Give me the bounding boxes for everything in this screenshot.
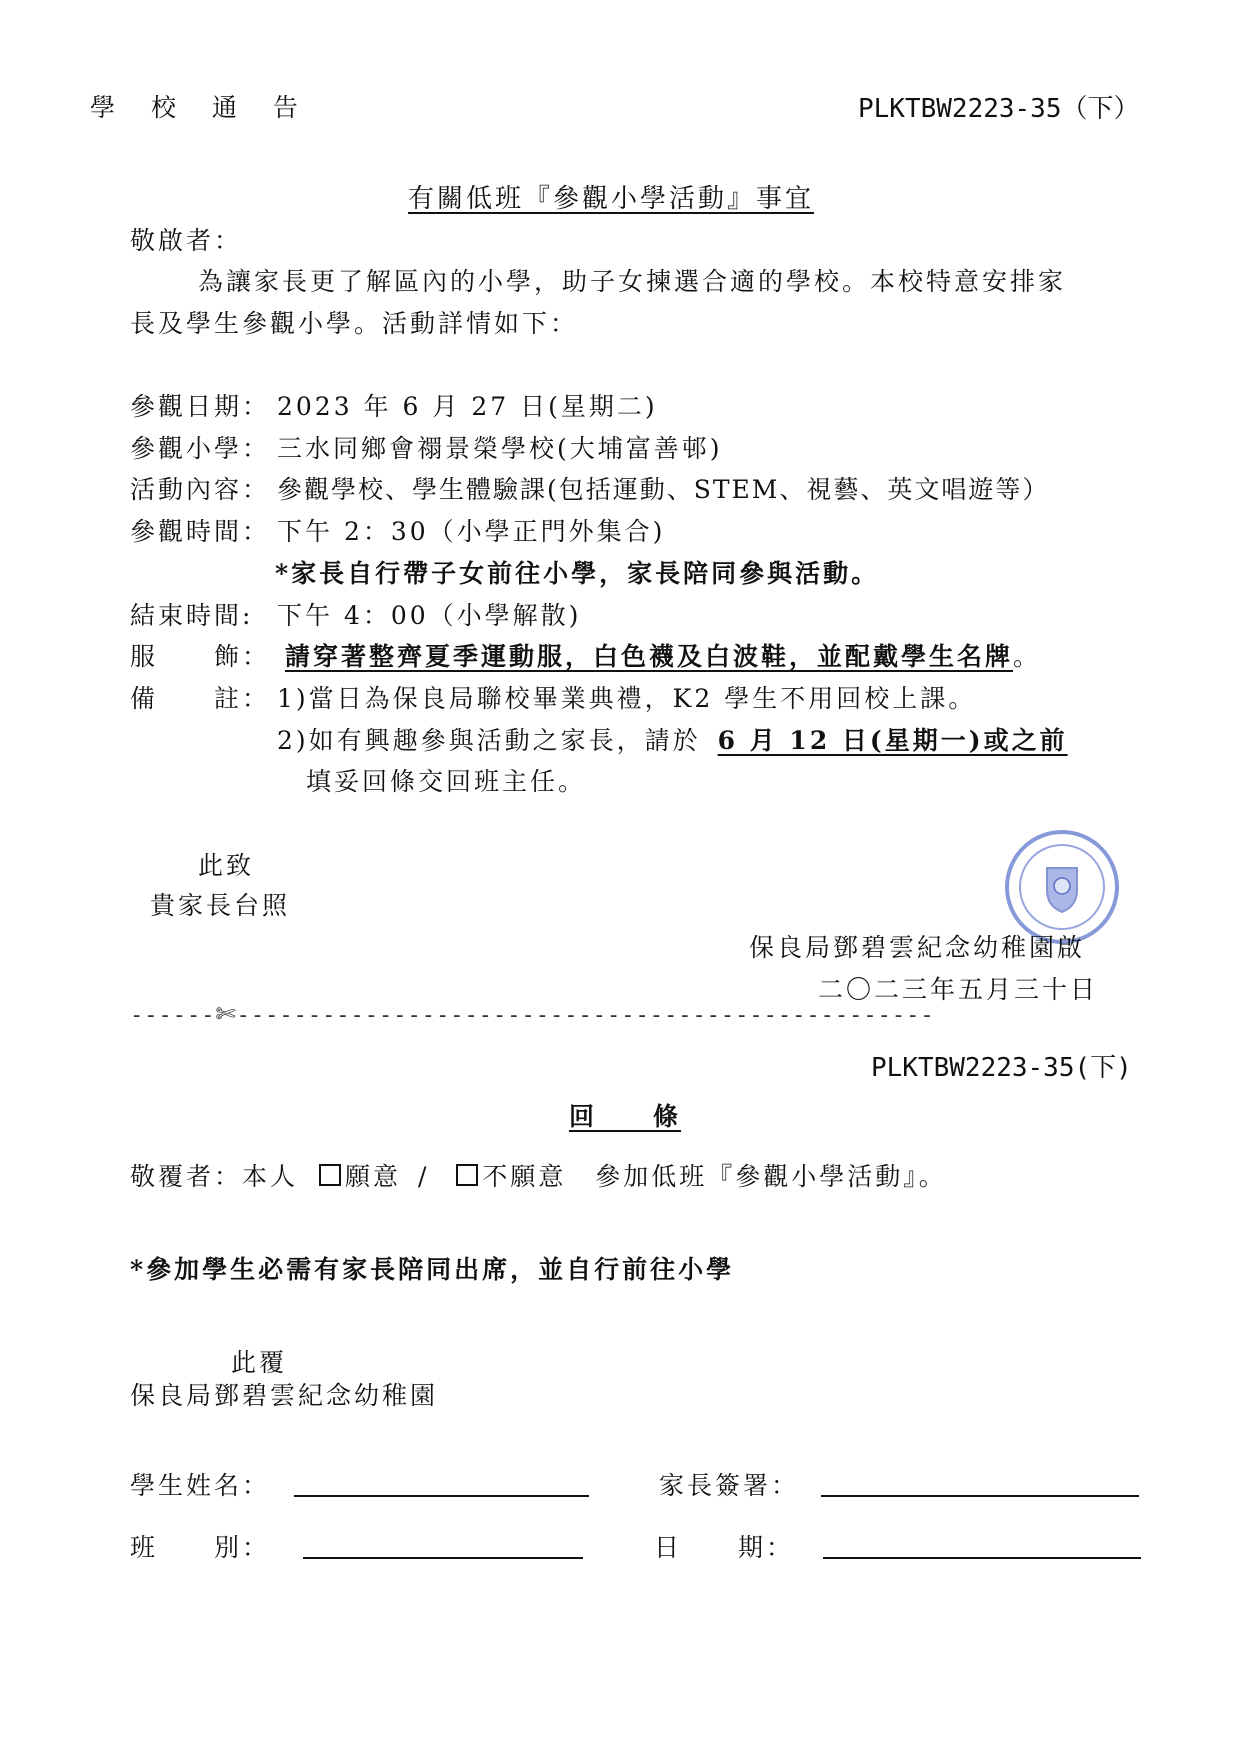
student-name-label: 學生姓名： [130, 1471, 271, 1500]
remark-2-continued: 填妥回條交回班主任。 [306, 767, 587, 796]
detail-time-value: 下午 2：30（小學正門外集合) [277, 517, 666, 546]
class-label: 班 別： [130, 1533, 271, 1562]
detail-date-value: 2023 年 6 月 27 日(星期二) [277, 392, 658, 421]
detail-attire-value: 請穿著整齊夏季運動服，白色襪及白波鞋，並配戴學生名牌 [285, 642, 1014, 671]
reply-deadline: 6 月 12 日(星期一)或之前 [717, 726, 1068, 755]
parent-accompany-note: *家長自行帶子女前往小學，家長陪同參與活動。 [275, 559, 880, 588]
notice-title: 有關低班『參觀小學活動』事宜 [408, 184, 815, 214]
signoff-organisation: 保良局鄧碧雲紀念幼稚園啟 [749, 933, 1086, 962]
scissors-icon: ✄ [215, 1000, 237, 1028]
willing-checkbox[interactable] [319, 1164, 341, 1186]
willing-label: 願意 [344, 1162, 401, 1191]
salutation: 敬啟者： [130, 226, 243, 255]
option-separator: / [417, 1162, 430, 1191]
remark-1: 1)當日為保良局聯校畢業典禮，K2 學生不用回校上課。 [277, 684, 977, 713]
intro-line-2: 長及學生參觀小學。活動詳情如下： [130, 309, 579, 338]
detail-date-label: 參觀日期： [130, 392, 271, 421]
detail-end-value: 下午 4：00（小學解散) [277, 601, 582, 630]
detail-content-value: 參觀學校、學生體驗課(包括運動、STEM、視藝、英文唱遊等） [277, 475, 1050, 504]
reply-reference-number: PLKTBW2223-35(下) [871, 1053, 1132, 1083]
parent-signature-input[interactable] [821, 1495, 1139, 1497]
detail-end-label: 結束時間: [130, 601, 254, 630]
reference-number: PLKTBW2223-35（下） [858, 94, 1140, 124]
signoff-date: 二〇二三年五月三十日 [818, 975, 1099, 1004]
class-input[interactable] [303, 1557, 583, 1559]
notice-type-title: 學 校 通 告 [90, 93, 312, 122]
date-input[interactable] [823, 1557, 1141, 1559]
reply-statement [130, 1157, 947, 1193]
detail-time-label: 參觀時間： [130, 517, 271, 546]
reply-closing-school: 保良局鄧碧雲紀念幼稚園 [130, 1381, 439, 1410]
parent-signature-label: 家長簽署： [659, 1471, 800, 1500]
student-name-input[interactable] [294, 1495, 589, 1497]
reply-accompany-note: *參加學生必需有家長陪同出席，並自行前往小學 [130, 1255, 735, 1284]
detail-attire-end: 。 [1013, 642, 1042, 671]
intro-line-1: 為讓家長更了解區內的小學，助子女揀選合適的學校。本校特意安排家 [198, 267, 1067, 296]
date-label: 日 期： [654, 1533, 795, 1562]
closing-parents: 貴家長台照 [150, 891, 291, 920]
detail-school-value: 三水同鄉會禤景榮學校(大埔富善邨) [277, 434, 723, 463]
detail-attire-label: 服 飾： [130, 642, 271, 671]
cut-line-left: ------ [130, 1003, 216, 1028]
reply-suffix: 參加低班『參觀小學活動』。 [595, 1162, 947, 1191]
unwilling-checkbox[interactable] [456, 1164, 478, 1186]
reply-title: 回 條 [569, 1102, 682, 1131]
detail-content-label: 活動內容： [130, 475, 271, 504]
cut-line [130, 1000, 935, 1028]
cut-line-right: ------------------------------------------------- [236, 1003, 935, 1028]
reply-prefix: 敬覆者：本人 [130, 1162, 299, 1191]
closing-cizhi: 此致 [198, 851, 255, 880]
detail-remarks-label: 備 註： [130, 684, 271, 713]
detail-school-label: 參觀小學： [130, 434, 271, 463]
remark-2-prefix: 2)如有興趣參與活動之家長，請於 [277, 726, 701, 755]
reply-closing-cifu: 此覆 [231, 1348, 288, 1377]
unwilling-label: 不願意 [482, 1162, 567, 1191]
